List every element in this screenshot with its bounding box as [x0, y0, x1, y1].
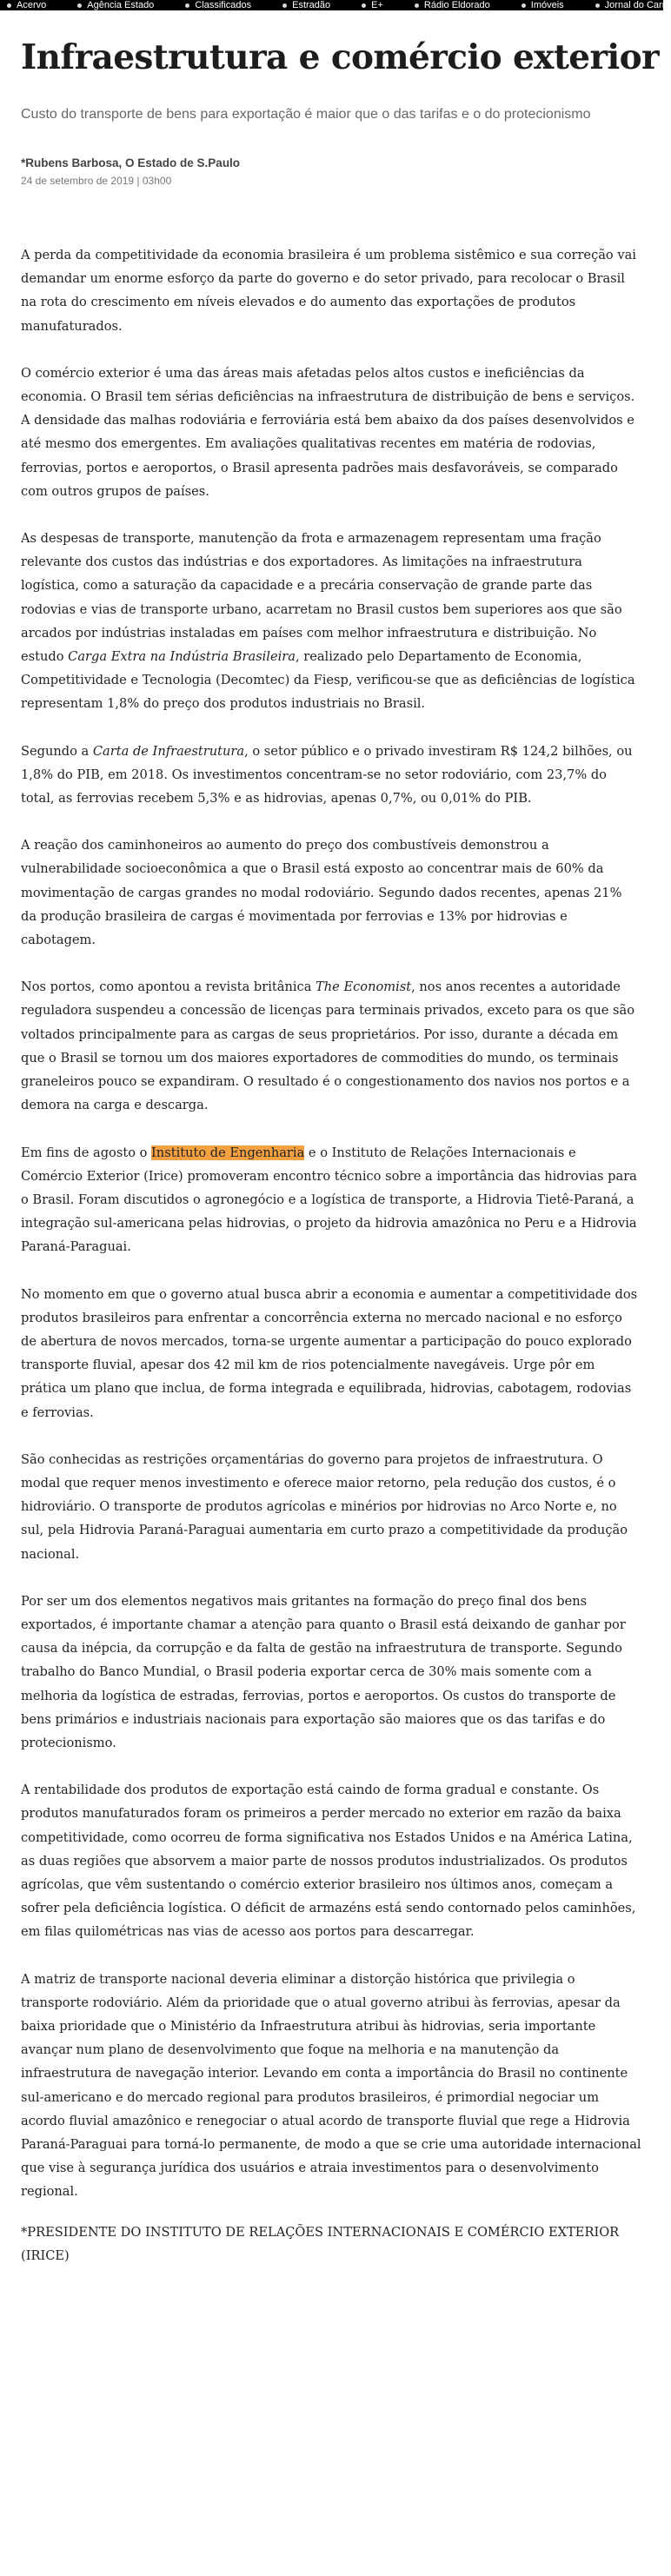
- paragraph: O comércio exterior é uma das áreas mais afetadas pelos altos custos e ineficiências da economia. O Brasil tem sérias deficiências na infraestrutura de distribuição de bens e serviços. A densidade das malhas rodoviária e ferroviária está bem abaixo da dos países desenvolvidos e até mesmo dos emergentes. Em avaliações qualitativas recentes em matéria de rodovias, ferrovias, portos e aeroportos, o Brasil apresenta padrões mais desfavoráveis, se comparado com outros grupos de países.: [21, 365, 635, 499]
- paragraph: São conhecidas as restrições orçamentárias do governo para projetos de infraestrutura. O modal que requer menos investimento e oferece maior retorno, pela redução dos custos, é o hidroviário. O transporte de produtos agrícolas e minérios por hidrovias no Arco Norte e, no sul, pela Hidrovia Paraná-Paraguai aumentaria em curto prazo a competitividade da produção nacional.: [21, 1451, 628, 1562]
- paragraph: [21, 527, 641, 716]
- text-run: , nos anos recentes a autoridade reguladora suspendeu a concessão de licenças para terminais privados, exceto para os que são voltados principalmente para as cargas de seus proprietários. Por isso, durante a década em que o Brasil se tornou um dos maiores exportadores de commodities do mundo, os terminais graneleiros pouco se expandiram. O resultado é o congestionamento dos navios nos portos e a demora na carga e descarga.: [21, 979, 635, 1113]
- nav-item-estradao[interactable]: [282, 0, 330, 10]
- nav-item-radio-eldorado[interactable]: [415, 0, 490, 10]
- nav-item-label: Agência Estado: [87, 0, 155, 10]
- bullet-icon: [7, 3, 11, 8]
- nav-item-label: Classificados: [195, 0, 252, 10]
- text-run: Nos portos, como apontou a revista britânica: [21, 979, 316, 995]
- paragraph: [21, 975, 641, 1117]
- nav-item-e-plus[interactable]: [362, 0, 383, 10]
- nav-item-label: Estradão: [292, 0, 331, 10]
- author-byline: *Rubens Barbosa, O Estado de S.Paulo: [21, 156, 241, 169]
- nav-item-classificados[interactable]: [185, 0, 251, 10]
- bullet-icon: [282, 3, 287, 8]
- text-run: e o Instituto de Relações Internacionais e Comércio Exterior (Irice) promoveram encontro técnico sobre a importância das hidrovias para o Brasil. Foram discutidos o agronegócio e a logística de transporte, a Hidrovia Tietê-Paraná, a integração sul-americana pelas hidrovias, o projeto da hidrovia amazônica no Peru e a Hidrovia Paraná-Paraguai.: [21, 1145, 637, 1255]
- paragraph: A perda da competitividade da economia brasileira é um problema sistêmico e sua correção vai demandar um enorme esforço da parte do governo e do setor privado, para recolocar o Brasil na rota do crescimento em níveis elevados e do aumento das exportações de produtos manufaturados.: [21, 248, 636, 334]
- text-run: Segundo a: [21, 743, 93, 759]
- paragraph: Por ser um dos elementos negativos mais gritantes na formação do preço final dos bens exportados, é importante chamar a atenção para quanto o Brasil está deixando de ganhar por causa da inépcia, da corrupção e da falta de gestão na infraestrutura de transporte. Segundo trabalho do Banco Mundial, o Brasil poderia exportar cerca de 30% mais somente com a melhoria da logística de estradas, ferrovias, portos e aeroportos. Os custos do transporte de bens primários e industriais nacionais para exportação são maiores que os das tarifas e do protecionismo.: [21, 1593, 626, 1750]
- bullet-icon: [362, 3, 366, 8]
- text-run: , o setor público e o privado investiram R$ 124,2 bilhões, ou 1,8% do PIB, em 2018. Os investimentos concentram-se no setor rodoviário, com 23,7% do total, as ferrovias recebem 5,3% e as hidrovias, apenas 0,7%, ou 0,01% do PIB.: [21, 743, 633, 807]
- top-navigation-bar: [0, 0, 671, 10]
- article-subtitle: Custo do transporte de bens para exportação é maior que o das tarifas e o do protecionismo: [21, 107, 591, 122]
- nav-item-agencia-estado[interactable]: [77, 0, 154, 10]
- bullet-icon: [415, 3, 419, 8]
- nav-item-imoveis[interactable]: [522, 0, 564, 10]
- author-footnote: *PRESIDENTE DO INSTITUTO DE RELAÇÕES INTERNACIONAIS E COMÉRCIO EXTERIOR (IRICE): [21, 2224, 620, 2263]
- publication-title: Carta de Infraestrutura: [92, 743, 245, 759]
- top-nav: [0, 0, 671, 10]
- paragraph: A matriz de transporte nacional deveria eliminar a distorção histórica que privilegia o transporte rodoviário. Além da prioridade que o atual governo atribui às ferrovias, apesar da baixa prioridade que o Ministério da Infraestrutura atribui às hidrovias, seria importante avançar num plano de desenvolvimento que foque na melhoria e na manutenção da infraestrutura de navegação interior. Levando em conta a importância do Brasil no continente sul-americano e do mercado regional para produtos brasileiros, é primordial negociar um acordo fluvial amazônico e renegociar o atual acordo de transporte fluvial que rege a Hidrovia Paraná-Paraguai para torná-lo permanente, de modo a que se crie uma autoridade internacional que vise à segurança jurídica dos usuários e atraia investimentos para o desenvolvimento regional.: [21, 1971, 641, 2200]
- nav-item-label: Rádio Eldorado: [423, 0, 490, 10]
- text-run: , realizado pelo Departamento de Economia, Competitividade e Tecnologia (Decomtec) da Fiesp, verificou-se que as deficiências de logística representam 1,8% do preço dos produtos industriais no Brasil.: [21, 649, 635, 712]
- article-body: [21, 243, 641, 2291]
- study-title: Carga Extra na Indústria Brasileira: [68, 649, 296, 665]
- magazine-title: The Economist: [316, 979, 412, 995]
- paragraph: [21, 1141, 641, 1259]
- paragraph: No momento em que o governo atual busca abrir a economia e aumentar a competitividade dos produtos brasileiros para enfrentar a concorrência externa no mercado nacional e no esforço de abertura de novos mercados, torna-se urgente aumentar a participação do pouco explorado transporte fluvial, apesar dos 42 mil km de rios potencialmente navegáveis. Urge pôr em prática um plano que inclua, de forma integrada e equilibrada, hidrovias, cabotagem, rodovias e ferrovias.: [21, 1286, 638, 1420]
- paragraph: A reação dos caminhoneiros ao aumento do preço dos combustíveis demonstrou a vulnerabilidade socioeconômica a que o Brasil está exposto ao concentrar mais de 60% da movimentação de cargas grandes no modal rodoviário. Segundo dados recentes, apenas 21% da produção brasileira de cargas é movimentada por ferrovias e 13% por hidrovias e cabotagem.: [21, 838, 622, 948]
- article-title: Infraestrutura e comércio exterior: [21, 37, 659, 77]
- highlighted-text[interactable]: Instituto de Engenharia: [151, 1145, 305, 1160]
- bullet-icon: [522, 3, 526, 8]
- nav-item-jornal-do-carro[interactable]: [595, 0, 671, 10]
- publish-date: 24 de setembro de 2019 | 03h00: [21, 175, 172, 187]
- nav-item-label: Imóveis: [530, 0, 564, 10]
- text-run: Em fins de agosto o: [21, 1145, 152, 1160]
- nav-item-label: E+: [371, 0, 383, 10]
- text-run: As despesas de transporte, manutenção da frota e armazenagem representam uma fração relevante dos custos das indústrias e dos exportadores. As limitações na infraestrutura logística, como a saturação da capacidade e a precária conservação de grande parte das rodovias e vias de transporte urbano, acarretam no Brasil custos bem superiores aos que são arcados por indústrias instaladas em países com melhor infraestrutura e distribuição. No estudo: [21, 531, 622, 665]
- nav-item-label: Jornal do Carro: [604, 0, 671, 10]
- bullet-icon: [595, 3, 600, 8]
- bullet-icon: [77, 3, 82, 8]
- nav-item-acervo[interactable]: [7, 0, 46, 10]
- bullet-icon: [185, 3, 189, 8]
- paragraph: A rentabilidade dos produtos de exportação está caindo de forma gradual e constante. Os produtos manufaturados foram os primeiros a perder mercado no exterior em razão da baixa competitividade, como ocorreu de forma significativa nos Estados Unidos e na América Latina, as duas regiões que absorvem a maior parte de nossos produtos industrializados. Os produtos agrícolas, que vêm sustentando o comércio exterior brasileiro nos últimos anos, começam a sofrer pela deficiência logística. O déficit de armazéns está sendo contornado pelos caminhões, em filas quilométricas nas vias de acesso aos portos para descarregar.: [21, 1783, 636, 1940]
- nav-item-label: Acervo: [17, 0, 47, 10]
- paragraph: [21, 740, 641, 811]
